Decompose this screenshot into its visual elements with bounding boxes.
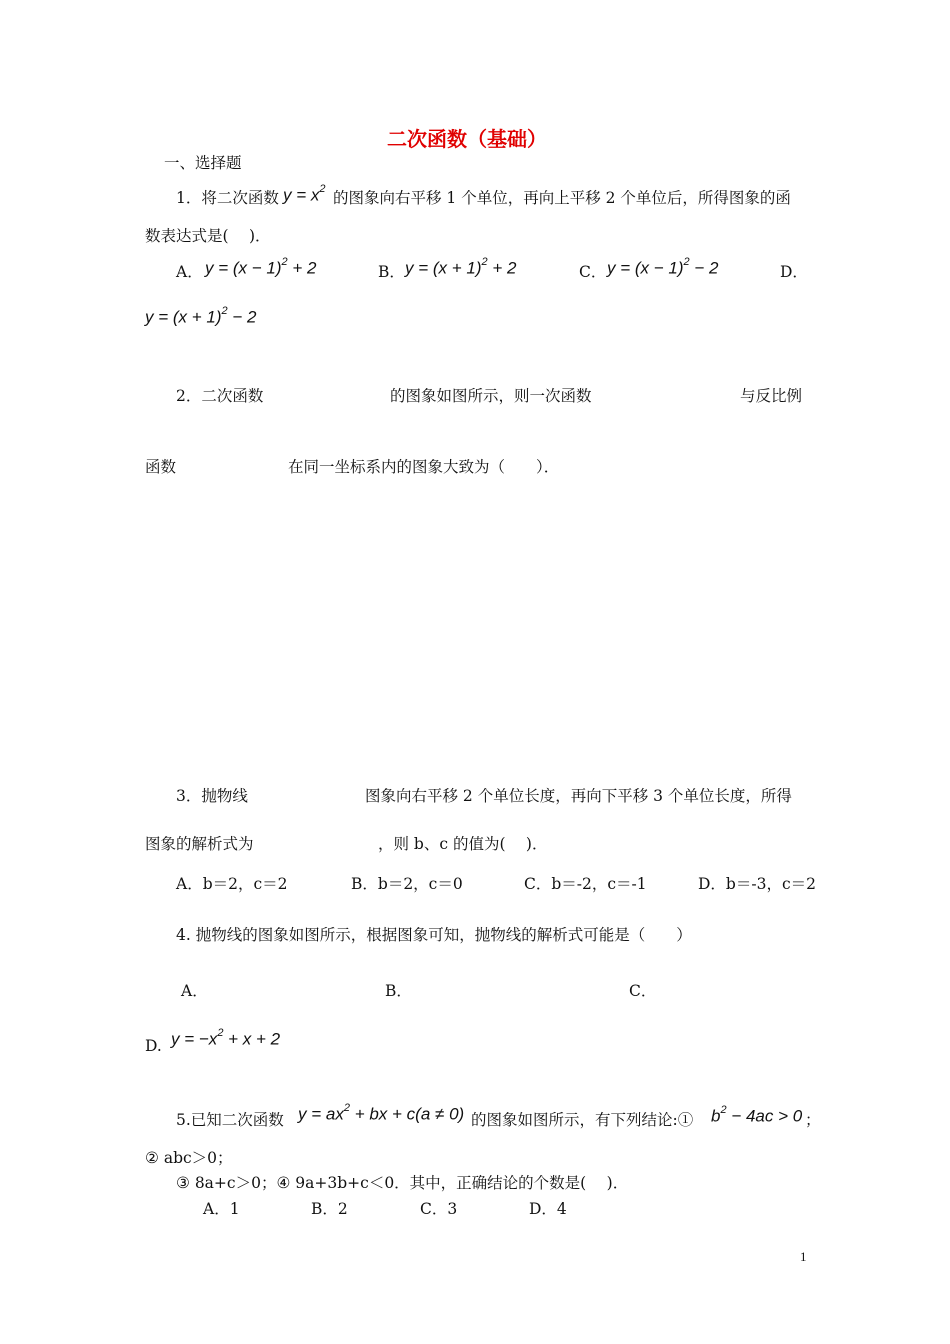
- q5-cond3: ③ 8a+c＞0；④ 9a+3b+c＜0．其中，正确结论的个数是( )．: [176, 1174, 629, 1192]
- q1-option-c-formula: $y = (x - 1)^2 - 2$: [607, 256, 719, 278]
- q4-option-c: C．: [629, 982, 657, 1000]
- q5-text-b: 的图象如图所示，有下列结论:①: [471, 1111, 694, 1129]
- q5-option-b: B．2: [311, 1200, 348, 1218]
- q5-formula: $y = ax^2$ + bx + c(a ≠ 0): [298, 1102, 465, 1124]
- q5-text-a: 5.已知二次函数: [176, 1111, 284, 1129]
- q3-part2: 图象向右平移 2 个单位长度，再向下平移 3 个单位长度，所得: [365, 787, 792, 805]
- q1-text-a: 1．将二次函数: [176, 189, 279, 207]
- q1-option-b-formula: $y = (x + 1)^2 + 2$: [405, 256, 517, 278]
- q2-part2: 的图象如图所示，则一次函数: [390, 387, 592, 405]
- q1-option-b-label: B．: [378, 263, 405, 281]
- q3-part4: ，则 b、c 的值为( )．: [378, 835, 548, 853]
- q1-formula: $y = x^2$: [283, 183, 326, 205]
- q3-option-a: A．b＝2，c＝2: [176, 875, 288, 893]
- q1-text-b: 的图象向右平移 1 个单位，再向上平移 2 个单位后，所得图象的函: [333, 189, 791, 207]
- q3-option-c: C．b＝-2，c＝-1: [524, 875, 647, 893]
- q1-option-d-label: D．: [780, 263, 808, 281]
- q5-cond1: $b^2 - 4ac > 0$: [711, 1104, 803, 1126]
- q5-semicolon: ；: [805, 1111, 821, 1129]
- q1-text-c: 数表达式是( )．: [145, 227, 271, 245]
- q5-cond2: ② abc＞0；: [145, 1149, 233, 1167]
- q4-option-b: B．: [385, 982, 412, 1000]
- q5-option-d: D．4: [529, 1200, 567, 1218]
- page-number: 1: [800, 1249, 807, 1264]
- q2-part4: 函数: [145, 458, 177, 476]
- q5-option-c: C．3: [420, 1200, 458, 1218]
- q5-option-a: A．1: [203, 1200, 240, 1218]
- q3-option-b: B．b＝2，c＝0: [351, 875, 463, 893]
- q2-part1: 2．二次函数: [176, 387, 264, 405]
- section-heading: 一、选择题: [164, 154, 242, 172]
- q4-option-d: D.: [145, 1037, 162, 1055]
- q3-option-d: D．b＝-3，c＝2: [698, 875, 816, 893]
- q2-part3: 与反比例: [740, 387, 803, 405]
- q4-text: 4. 抛物线的图象如图所示，根据图象可知，抛物线的解析式可能是（ ）: [176, 926, 692, 944]
- q3-part1: 3．抛物线: [176, 787, 248, 805]
- page-title: 二次函数（基础）: [387, 127, 547, 151]
- q1-option-a-label: A．: [176, 263, 203, 281]
- q1-option-a-formula: $y = (x - 1)^2 + 2$: [205, 256, 317, 278]
- q3-part3: 图象的解析式为: [145, 835, 254, 853]
- q1-option-d-formula: $y = (x + 1)^2 - 2$: [145, 305, 257, 327]
- q1-option-c-label: C．: [579, 263, 607, 281]
- q4-option-a: A．: [181, 982, 208, 1000]
- q4-option-d-formula: $y = -x^2 + x + 2$: [171, 1027, 281, 1049]
- q2-part5: 在同一坐标系内的图象大致为（ ）．: [288, 458, 560, 476]
